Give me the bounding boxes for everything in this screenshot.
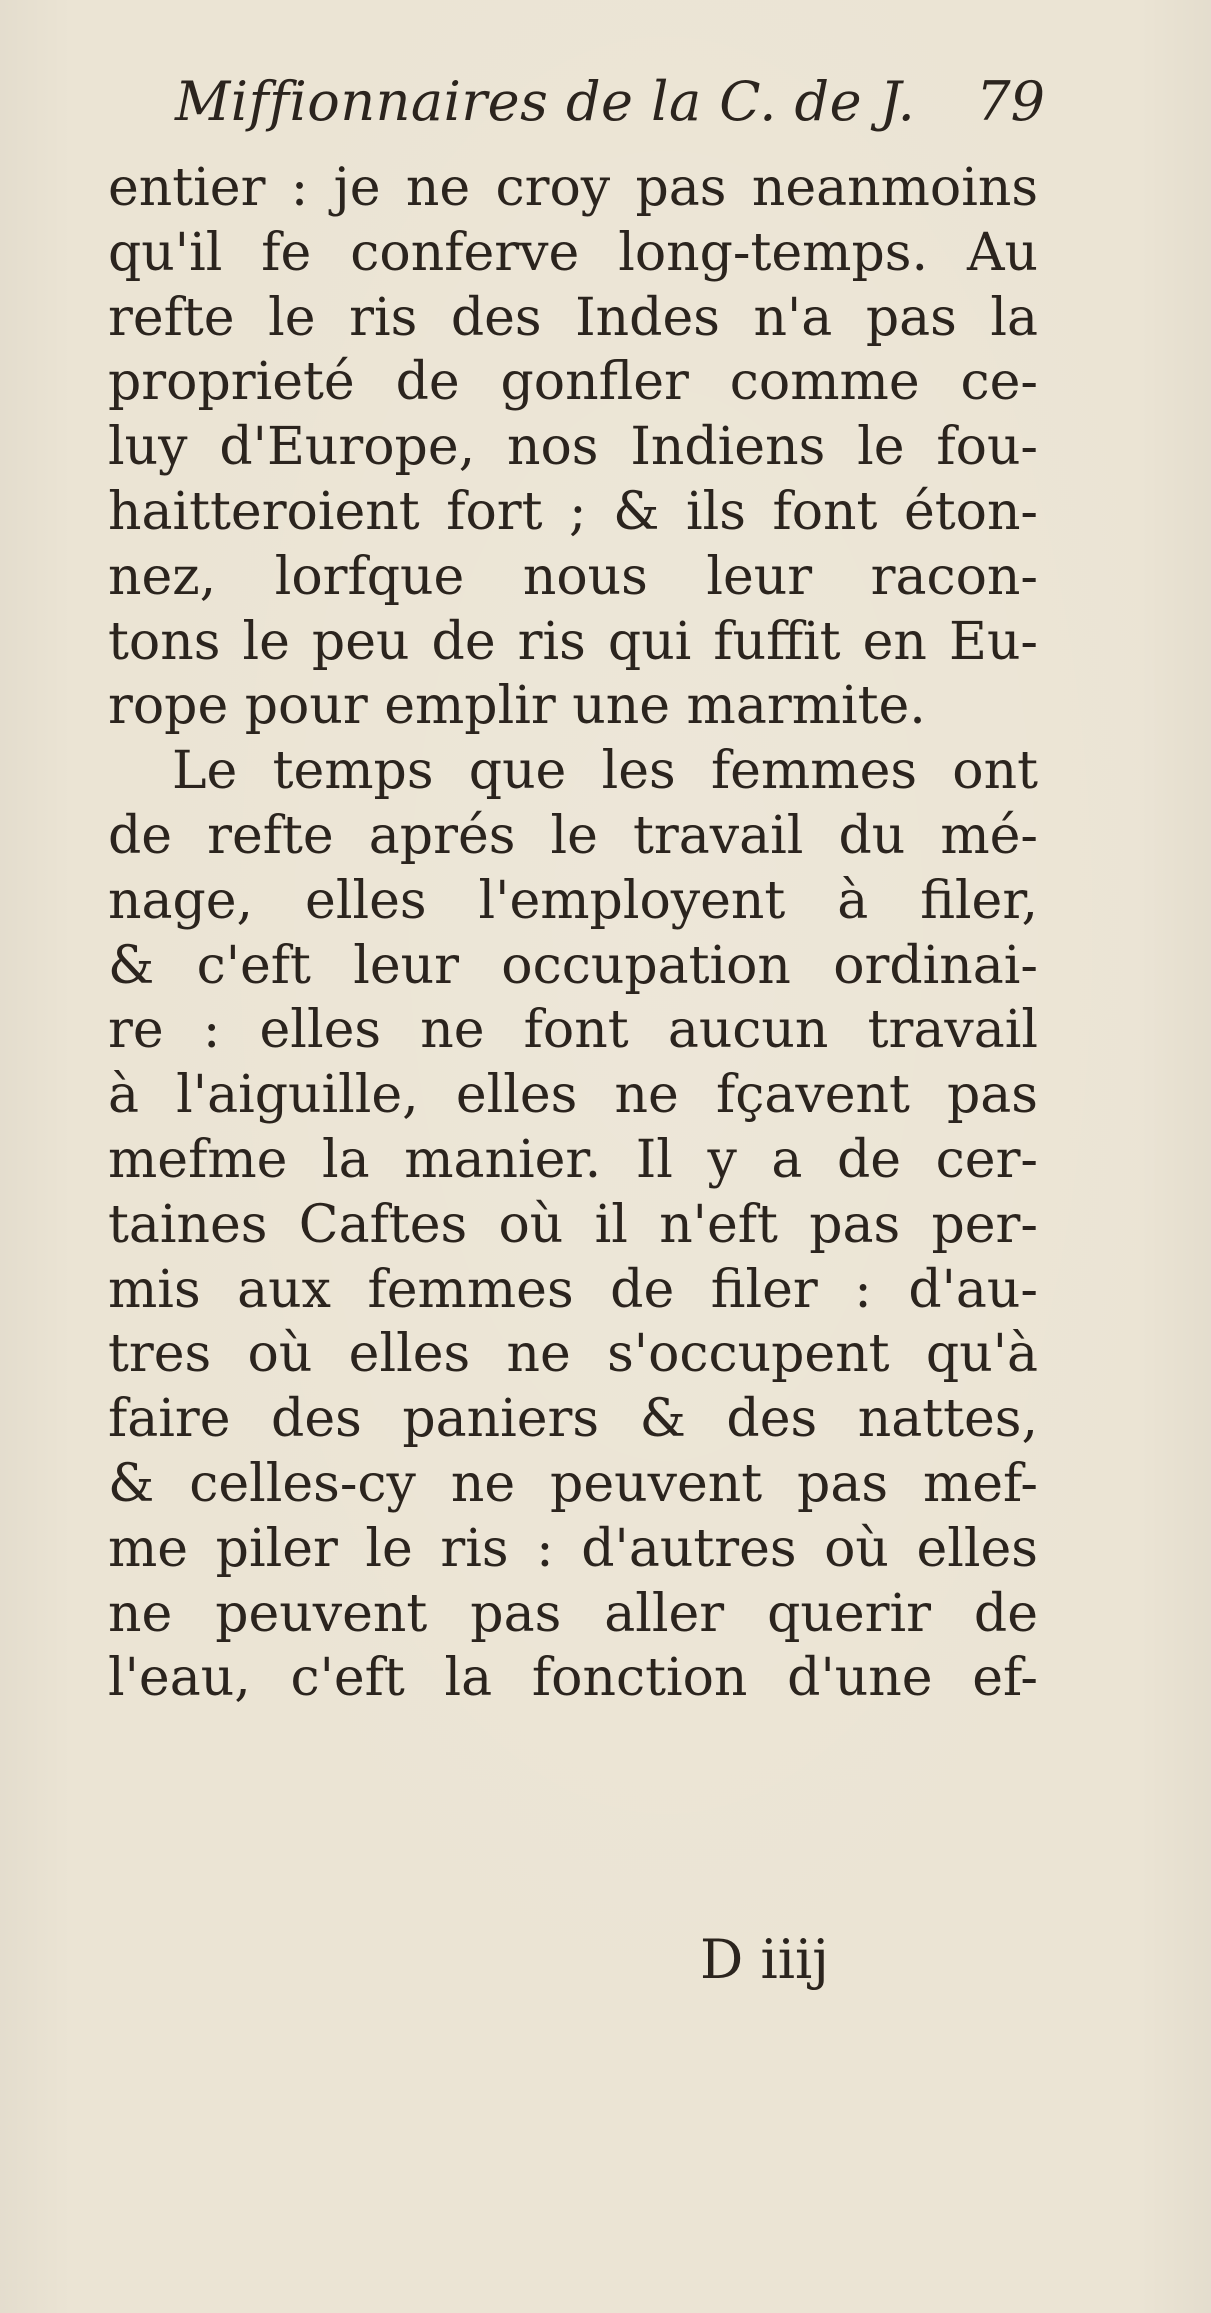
- text-line: faire des paniers & des nattes,: [108, 1389, 1038, 1450]
- text-line: rope pour emplir une marmite.: [108, 676, 926, 737]
- running-title: Miffionnaires de la C. de J.: [175, 70, 916, 133]
- text-line: taines Caftes où il n'eft pas per-: [108, 1194, 1038, 1255]
- text-line: haitteroient fort ; & ils font éton-: [108, 481, 1038, 542]
- text-line: à l'aiguille, elles ne fçavent pas: [108, 1065, 1038, 1126]
- text-line: & c'eft leur occupation ordinai-: [108, 935, 1038, 996]
- text-line: nez, lorfque nous leur racon-: [108, 546, 1038, 607]
- text-line: refte le ris des Indes n'a pas la: [108, 287, 1038, 348]
- text-line: de refte aprés le travail du mé-: [108, 805, 1038, 866]
- page-number: 79: [976, 70, 1045, 133]
- text-line: qu'il fe conferve long-temps. Au: [108, 222, 1038, 283]
- signature-mark: D iiij: [700, 1928, 830, 1991]
- text-line: entier : je ne croy pas neanmoins: [108, 158, 1038, 218]
- text-line: luy d'Europe, nos Indiens le fou-: [108, 417, 1038, 478]
- text-line: Le temps que les femmes ont: [172, 741, 1038, 802]
- text-line: me piler le ris : d'autres où elles: [108, 1518, 1038, 1579]
- page-header: [175, 58, 1045, 148]
- text-line: & celles-cy ne peuvent pas mef-: [108, 1453, 1038, 1514]
- body-text: [108, 156, 1038, 1711]
- text-line: proprieté de gonfler comme ce-: [108, 352, 1038, 413]
- text-line: tres où elles ne s'occupent qu'à: [108, 1324, 1038, 1385]
- text-line: mis aux femmes de filer : d'au-: [108, 1259, 1038, 1320]
- text-line: l'eau, c'eft la fonction d'une ef-: [108, 1648, 1038, 1709]
- text-line: tons le peu de ris qui fuffit en Eu-: [108, 611, 1038, 672]
- text-line: ne peuvent pas aller querir de: [108, 1583, 1038, 1644]
- text-line: mefme la manier. Il y a de cer-: [108, 1129, 1038, 1190]
- text-line: re : elles ne font aucun travail: [108, 1000, 1038, 1061]
- text-line: nage, elles l'employent à filer,: [108, 870, 1038, 931]
